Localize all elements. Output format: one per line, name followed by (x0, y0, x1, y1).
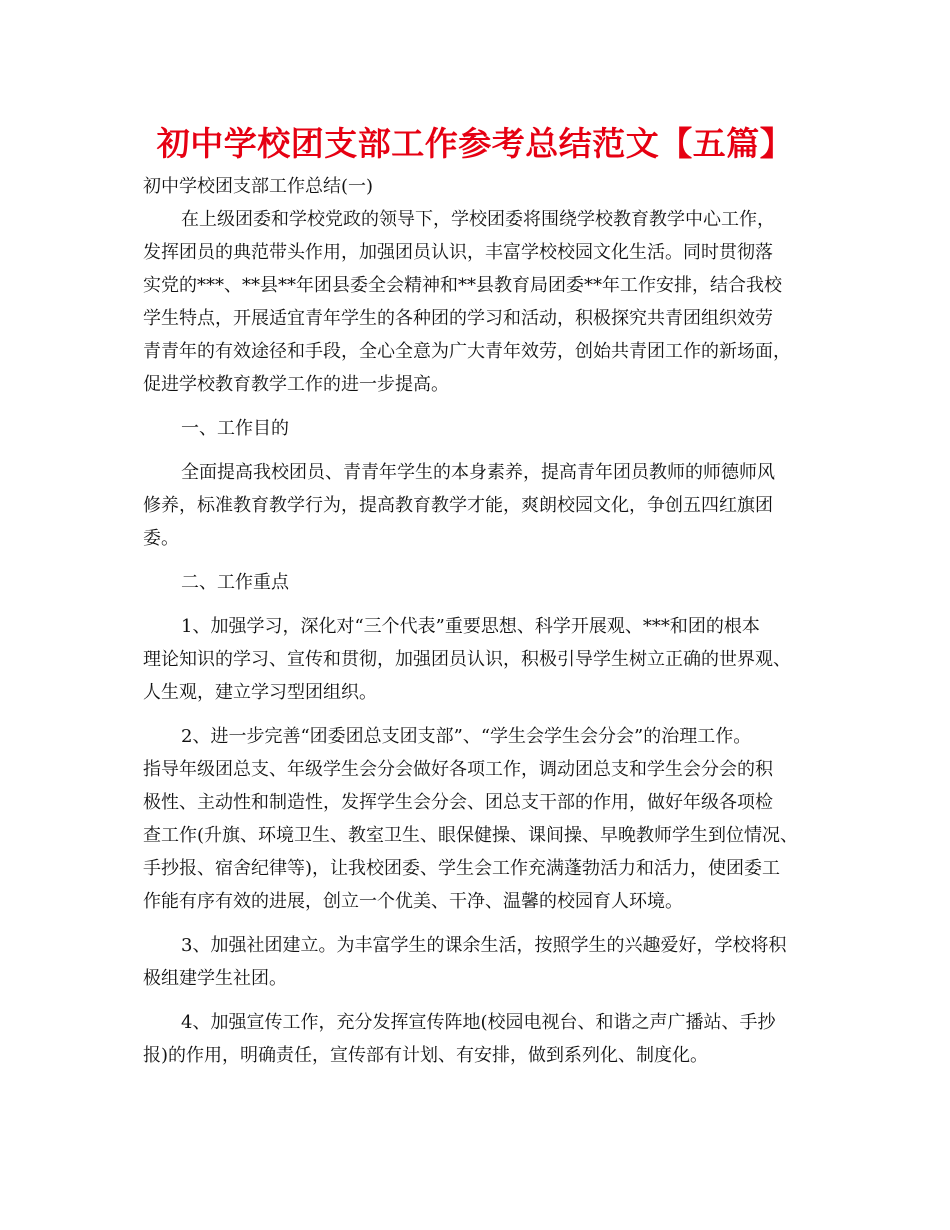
paragraph (143, 1006, 823, 1072)
paragraph-line: 理论知识的学习、宣传和贯彻，加强团员认识，积极引导学生树立正确的世界观、 (143, 649, 791, 670)
paragraph-line: 发挥团员的典范带头作用，加强团员认识，丰富学校校园文化生活。同时贯彻落 (143, 242, 773, 263)
paragraph-line: 全面提高我校团员、青青年学生的本身素养，提高青年团员教师的师德师风 (181, 462, 775, 483)
section-subtitle: 初中学校团支部工作总结(一) (143, 176, 374, 197)
document-body (143, 170, 823, 1072)
paragraph-list (143, 203, 823, 1072)
paragraph-line: 1、加强学习，深化对“三个代表”重要思想、科学开展观、***和团的根本 (181, 616, 760, 637)
paragraph-line: 2、进一步完善“团委团总支团支部”、“学生会学生会分会”的治理工作。 (181, 726, 752, 747)
paragraph-line: 极组建学生社团。 (143, 968, 287, 989)
paragraph-line: 实党的***、**县**年团县委全会精神和**县教育局团委**年工作安排，结合我校 (143, 275, 782, 296)
paragraph-line: 极性、主动性和制造性，发挥学生会分会、团总支干部的作用，做好年级各项检 (143, 792, 773, 813)
paragraph-line: 4、加强宣传工作，充分发挥宣传阵地(校园电视台、和谐之声广播站、手抄 (181, 1012, 776, 1033)
document-title: 初中学校团支部工作参考总结范文【五篇】 (156, 124, 794, 163)
paragraph-line: 在上级团委和学校党政的领导下，学校团委将围绕学校教育教学中心工作， (181, 209, 775, 230)
paragraph (143, 456, 823, 555)
paragraph-line: 青青年的有效途径和手段，全心全意为广大青年效劳，创始共青团工作的新场面， (143, 341, 791, 362)
paragraph (143, 610, 823, 709)
paragraph-line: 委。 (143, 528, 179, 549)
paragraph-line: 手抄报、宿舍纪律等)，让我校团委、学生会工作充满蓬勃活力和活力，使团委工 (143, 858, 781, 879)
paragraph (143, 566, 823, 599)
paragraph-line: 3、加强社团建立。为丰富学生的课余生活，按照学生的兴趣爱好，学校将积 (181, 935, 787, 956)
paragraph-line: 报)的作用，明确责任，宣传部有计划、有安排，做到系列化、制度化。 (143, 1045, 709, 1066)
paragraph-line: 查工作(升旗、环境卫生、教室卫生、眼保健操、课间操、早晚教师学生到位情况、 (143, 825, 799, 846)
paragraph (143, 720, 823, 918)
paragraph-line: 一、工作目的 (181, 418, 289, 439)
paragraph-line: 指导年级团总支、年级学生会分会做好各项工作，调动团总支和学生会分会的积 (143, 759, 773, 780)
paragraph (143, 203, 823, 401)
paragraph-line: 修养，标准教育教学行为，提高教育教学才能，爽朗校园文化，争创五四红旗团 (143, 495, 773, 516)
paragraph-line: 二、工作重点 (181, 572, 289, 593)
paragraph-line: 作能有序有效的进展，创立一个优美、干净、温馨的校园育人环境。 (143, 891, 683, 912)
paragraph-line: 促进学校教育教学工作的进一步提高。 (143, 374, 449, 395)
paragraph (143, 929, 823, 995)
paragraph-line: 学生特点，开展适宜青年学生的各种团的学习和活动，积极探究共青团组织效劳 (143, 308, 773, 329)
paragraph (143, 412, 823, 445)
paragraph-line: 人生观，建立学习型团组织。 (143, 682, 377, 703)
